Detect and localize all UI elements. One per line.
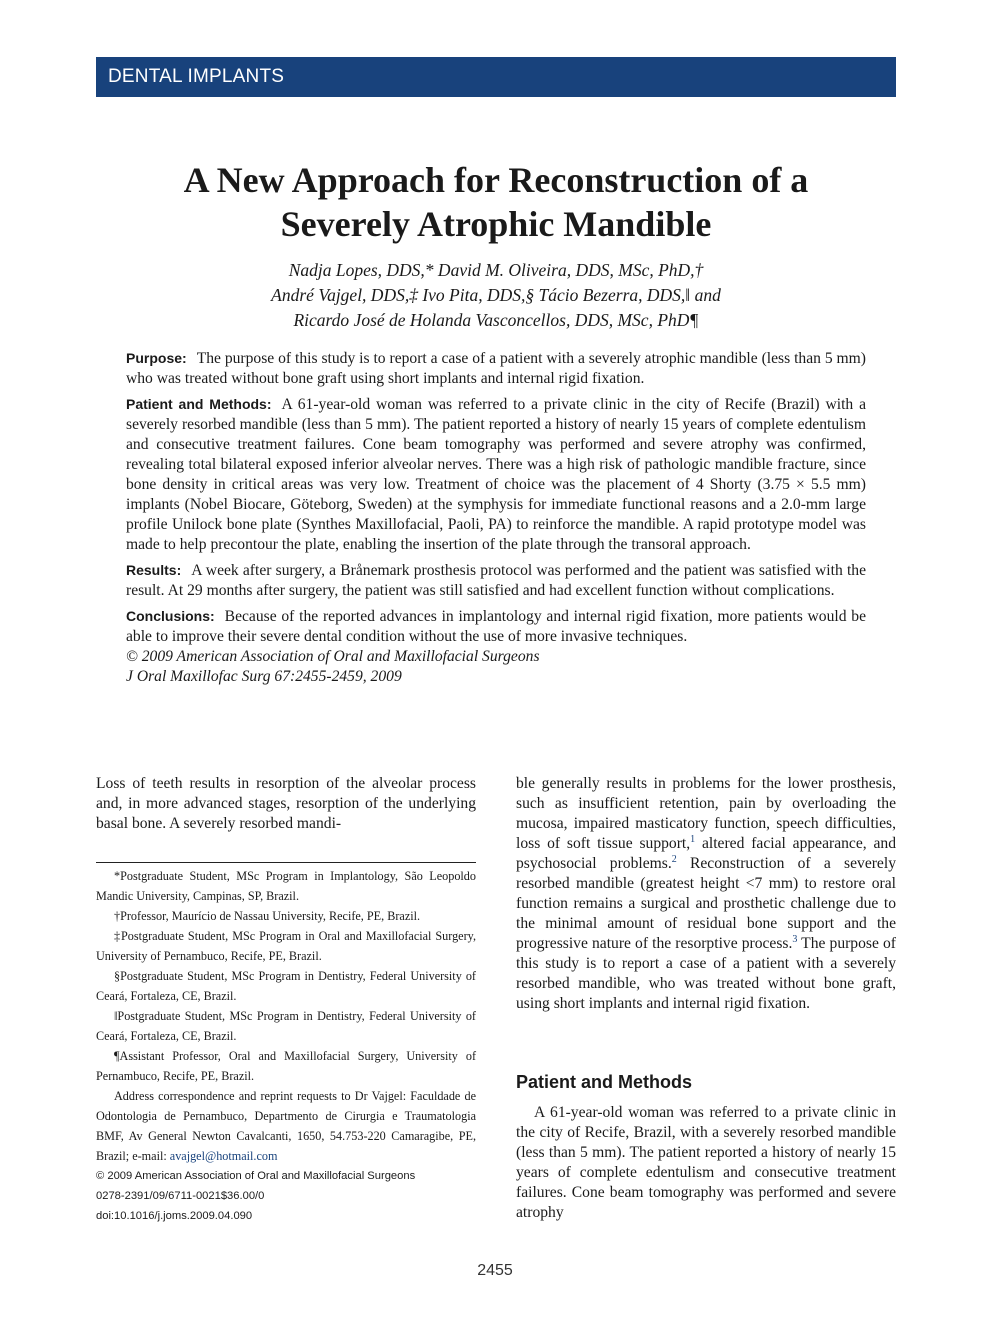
footnote-address [96, 1086, 476, 1166]
footnote-affiliation-5: ‖Postgraduate Student, MSc Program in Dentistry, Federal University of Ceará, Fortaleza, CE, Brazil. [96, 1009, 476, 1043]
purpose-label: Purpose: [126, 350, 187, 366]
section-heading: Patient and Methods [516, 1072, 693, 1092]
intro-text-1: ble generally results in problems for the lower prosthesis, such as insufficient retention, pain by overloading the mucosa, impaired masticatory function, speech difficulties, loss of soft tissue support, [516, 775, 896, 852]
intro-text-2: altered facial appearance, and psychosocial problems. [516, 835, 896, 872]
section-banner [96, 57, 896, 97]
left-column [96, 774, 476, 834]
author-list [96, 258, 896, 333]
abstract-results [126, 560, 866, 601]
footnote-affiliation-1: *Postgraduate Student, MSc Program in Implantology, São Leopoldo Mandic University, Campinas, SP, Brazil. [96, 869, 476, 903]
article-title [96, 158, 896, 246]
conclusions-label: Conclusions: [126, 608, 215, 624]
authors-line-2: André Vajgel, DDS,‡ Ivo Pita, DDS,§ Tácio Bezerra, DDS,‖ and [271, 285, 721, 305]
abstract-copyright: © 2009 American Association of Oral and Maxillofacial Surgeons [126, 648, 540, 665]
reference-1[interactable]: 1 [690, 833, 696, 845]
footnotes [96, 866, 476, 1226]
reference-3[interactable]: 3 [792, 933, 798, 945]
intro-paragraph-right [516, 774, 896, 1014]
authors-line-3: Ricardo José de Holanda Vasconcellos, DDS, MSc, PhD¶ [293, 310, 699, 330]
journal-citation: J Oral Maxillofac Surg 67:2455-2459, 2009 [126, 668, 402, 685]
footnote-doi: doi:10.1016/j.joms.2009.04.090 [96, 1210, 253, 1222]
intro-text-4: The purpose of this study is to report a case of a patient with a severely resorbed mandible, who was treated without bone graft, using short implants and internal rigid fixation. [516, 935, 896, 1012]
abstract-conclusions [126, 606, 866, 647]
title-line-2: Severely Atrophic Mandible [280, 204, 712, 244]
footnote-affiliation-6: ¶Assistant Professor, Oral and Maxillofacial Surgery, University of Pernambuco, Recife, PE, Brazil. [96, 1049, 476, 1083]
purpose-text: The purpose of this study is to report a case of a patient with a severely atrophic mandible (less than 5 mm) who was treated without bone graft using short implants and internal rigid fixation. [126, 350, 866, 387]
methods-label: Patient and Methods: [126, 396, 272, 412]
abstract [126, 348, 866, 687]
intro-paragraph-left: Loss of teeth results in resorption of the alveolar process and, in more advanced stages, resorption of the underlying basal bone. A severely resorbed mandi- [96, 775, 476, 832]
abstract-purpose [126, 348, 866, 389]
footnote-copyright: © 2009 American Association of Oral and Maxillofacial Surgeons [96, 1170, 416, 1182]
conclusions-text: Because of the reported advances in implantology and internal rigid fixation, more patients would be able to improve their severe dental condition without the use of more invasive techniques. [126, 608, 866, 645]
methods-paragraph: A 61-year-old woman was referred to a private clinic in the city of Recife, Brazil, with a severely resorbed mandible (less than 5 mm). The patient reported a history of nearly 15 years of complete edentulism and consecutive treatment failures. Cone beam tomography was performed and severe atrophy [516, 1104, 896, 1221]
results-text: A week after surgery, a Brånemark prosthesis protocol was performed and the patient was satisfied with the result. At 29 months after surgery, the patient was still satisfied and had excellent function without complications. [126, 562, 866, 599]
reference-2[interactable]: 2 [671, 853, 677, 865]
email-link[interactable]: avajgel@hotmail.com [169, 1149, 278, 1163]
address-text: Address correspondence and reprint requests to Dr Vajgel: Faculdade de Odontologia de Pernambuco, Departmento de Cirurgia e Traumatologia BMF, Av General Newton Cavalcanti, 1650, 54.753-220 Camaragibe, PE, Brazil; e-mail: [96, 1089, 476, 1163]
title-line-1: A New Approach for Reconstruction of a [183, 160, 809, 200]
footnote-issn: 0278-2391/09/6711-0021$36.00/0 [96, 1190, 265, 1202]
intro-text-3: Reconstruction of a severely resorbed mandible (greatest height <7 mm) to restore oral function remains a surgical and prosthetic challenge due to the minimal amount of residual bone support and the progressive nature of the resorptive process. [516, 855, 896, 952]
section-label: DENTAL IMPLANTS [108, 66, 285, 87]
footnote-affiliation-3: ‡Postgraduate Student, MSc Program in Oral and Maxillofacial Surgery, University of Pernambuco, Recife, PE, Brazil. [96, 929, 476, 963]
abstract-methods [126, 394, 866, 555]
page-number: 2455 [477, 1262, 513, 1279]
footnote-affiliation-4: §Postgraduate Student, MSc Program in Dentistry, Federal University of Ceará, Fortaleza, CE, Brazil. [96, 969, 476, 1003]
right-column [516, 774, 896, 1014]
authors-line-1: Nadja Lopes, DDS,* David M. Oliveira, DDS, MSc, PhD,† [288, 260, 704, 280]
methods-column [516, 1103, 896, 1223]
footnote-divider [96, 862, 476, 863]
results-label: Results: [126, 562, 182, 578]
methods-text: A 61-year-old woman was referred to a private clinic in the city of Recife (Brazil) with a severely resorbed mandible (less than 5 mm). The patient reported a history of nearly 15 years of complete edentulism and consecutive treatment failures. Cone beam tomography was performed and severe atrophy was confirmed, revealing total bilateral exposed inferior alveolar nerves. There was a high risk of pathologic mandible fracture, since bone density in critical areas was very low. Treatment of choice was the placement of 4 Shorty (3.75 × 5.5 mm) implants (Nobel Biocare, Göteborg, Sweden) at the symphysis for immediate functional reasons and a 2.0-mm large profile Unilock bone plate (Synthes Maxillofacial, Paoli, PA) to reinforce the mandible. A rapid prototype model was made to help precontour the plate, enabling the insertion of the plate through the transoral approach. [126, 396, 867, 553]
footnote-affiliation-2: †Professor, Maurício de Nassau University, Recife, PE, Brazil. [114, 909, 421, 923]
